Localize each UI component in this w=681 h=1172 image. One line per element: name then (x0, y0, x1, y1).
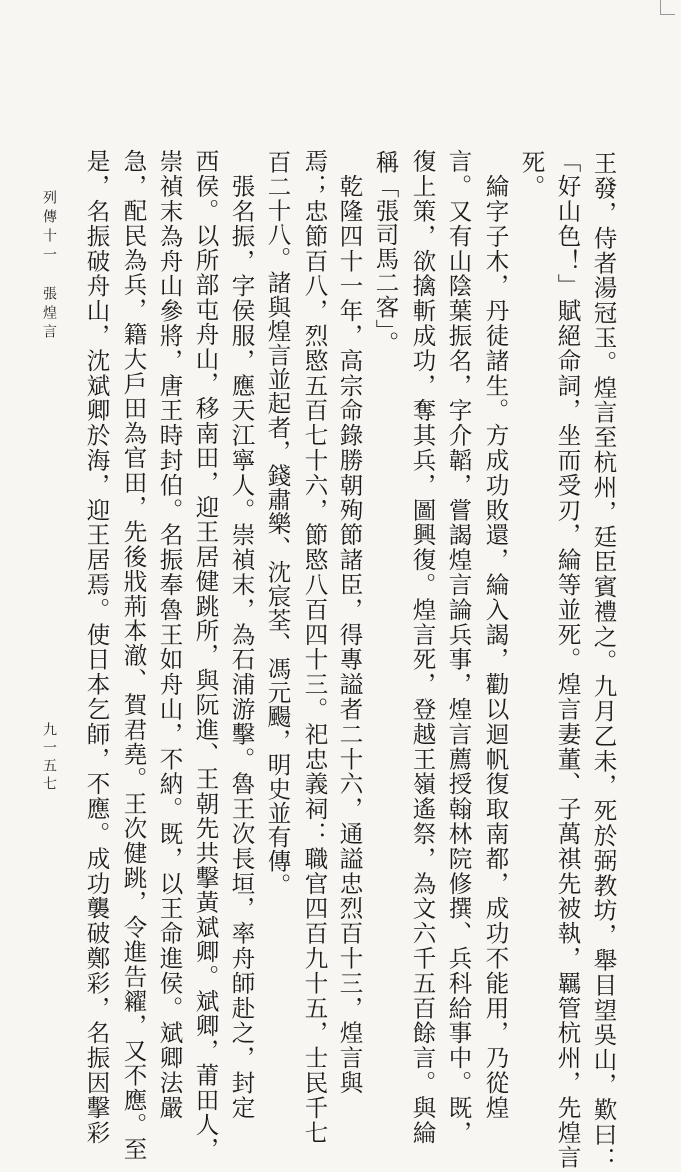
text-column-13: 崇禎末為舟山參將，唐王時封伯。名振奉魯王如舟山，不納。既，以王命進侯。斌卿法嚴 (155, 149, 184, 1121)
running-head-chapter: 列傳十一 (41, 190, 57, 266)
text-column-8: 乾隆四十一年，高宗命錄勝朝殉節諸臣，得專謚者二十六，通謚忠烈百十三，煌言與 (335, 149, 364, 1096)
text-column-4: 綸字子木，丹徒諸生。方成功敗還，綸入謁，勸以迴帆復取南都，成功不能用，乃從煌 (481, 149, 510, 1121)
scan-corner-mark (660, 0, 675, 15)
text-column-7: 稱「張司馬二客」。 (371, 150, 400, 356)
text-column-11: 張名振，字侯服，應天江寧人。崇禎末，為石浦游擊。魯王次長垣，率舟師赴之，封定 (227, 149, 256, 1121)
text-column-3: 死。 (517, 150, 546, 199)
text-column-12: 西侯。以所部屯舟山，移南田，迎王居健跳所，與阮進、王朝先共擊黃斌卿。斌卿，莆田人， (191, 149, 220, 1162)
text-column-1: 王發，侍者湯冠玉。煌言至杭州，廷臣賓禮之。九月乙未，死於弼教坊，舉目望吳山，歎曰： (589, 151, 618, 1172)
text-column-10: 百二十八。諸與煌言並起者，錢肅樂、沈宸荃、馮元颺，明史並有傳。 (263, 150, 292, 898)
text-column-2: 「好山色！」賦絕命詞，坐而受刃，綸等並死。煌言妻董、子萬祺先被執，羈管杭州，先煌言 (553, 149, 582, 1170)
text-column-5: 言。又有山陰葉振名，字介韜，嘗謁煌言論兵事，煌言薦授翰林院修撰、兵科給事中。既， (444, 149, 473, 1145)
text-column-6: 復上策，欲擒斬成功，奪其兵，圖興復。煌言死，登越王嶺遙祭，為文六千五百餘言。與綸 (408, 149, 437, 1145)
text-column-9: 焉；忠節百八，烈愍五百七十六，節愍八百四十三。祀忠義祠：職官四百九十五，士民千七 (300, 149, 329, 1145)
page-number: 九一五七 (41, 722, 57, 794)
running-head-title: 張煌言 (41, 286, 57, 343)
text-column-15: 是，名振破舟山，沈斌卿於海，迎王居焉。使日本乞師，不應。成功襲破鄭彩，名振因擊彩 (82, 149, 111, 1145)
text-column-14: 急，配民為兵，籍大戶田為官田，先後戕荊本澈、賀君堯。王次健跳，令進告糴，又不應。至 (119, 149, 148, 1162)
